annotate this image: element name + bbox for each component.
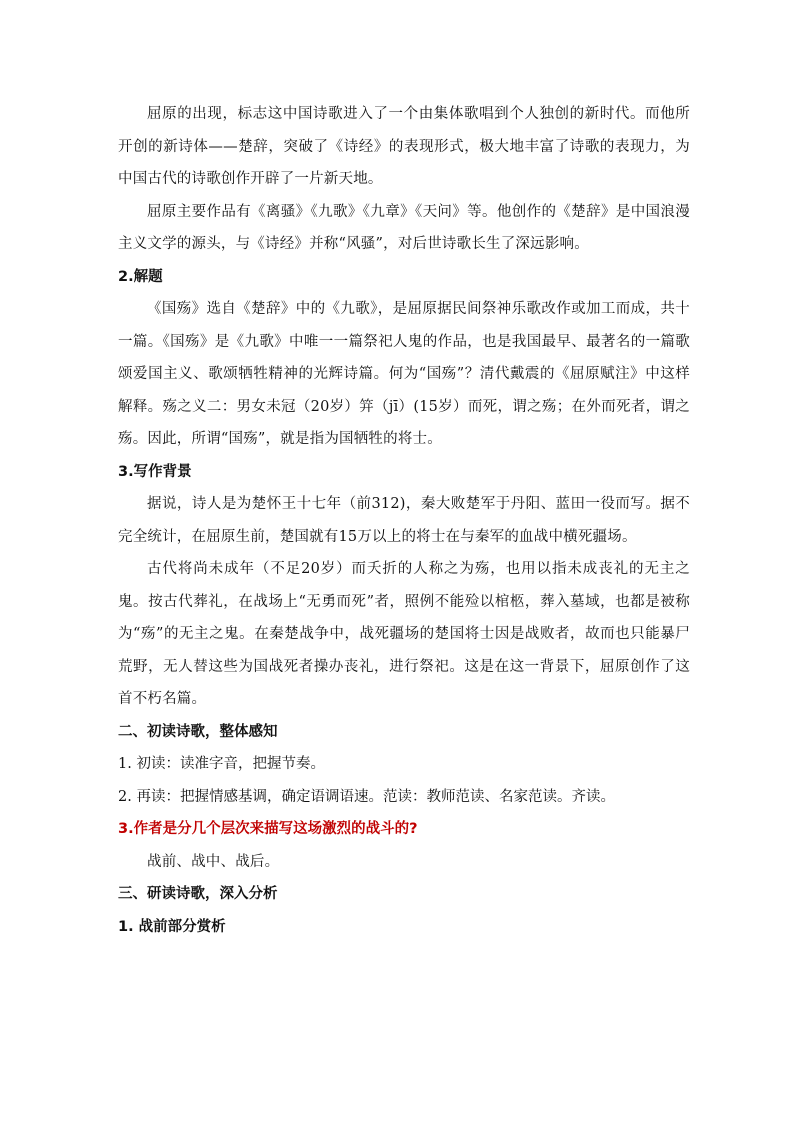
question-answer: 战前、战中、战后。	[147, 853, 280, 870]
pre-battle-subheading: 1. 战前部分赏析	[118, 918, 226, 935]
part-three-heading: 三、研读诗歌，深入分析	[118, 886, 278, 902]
section-heading-jieti: 2.解题	[118, 268, 163, 285]
part-two-heading: 二、初读诗歌，整体感知	[118, 723, 278, 740]
section-heading-background: 3.写作背景	[118, 463, 192, 480]
document-body	[118, 98, 690, 943]
background-paragraph-1: 据说，诗人是为楚怀王十七年（前312)，秦大败楚军于丹阳、蓝田一役而写。据不完全统计，在屈原生前，楚国就有15万以上的将士在与秦军的血战中横死疆场。	[118, 496, 690, 545]
question-heading: 3.作者是分几个层次来描写这场激烈的战斗的?	[118, 821, 418, 837]
second-reading-item: 2. 再读：把握情感基调，确定语调语速。范读：教师范读、名家范读。齐读。	[118, 788, 615, 805]
intro-paragraph-2: 屈原主要作品有《离骚》《九歌》《九章》《天问》等。他创作的《楚辞》是中国浪漫主义文学的源头，与《诗经》并称“风骚”，对后世诗歌长生了深远影响。	[118, 203, 690, 252]
background-paragraph-2: 古代将尚未成年（不足20岁）而夭折的人称之为殇，也用以指未成丧礼的无主之鬼。按古代葬礼，在战场上“无勇而死”者，照例不能殓以棺柩，葬入墓域，也都是被称为“殇”的无主之鬼。在秦楚战争中，战死疆场的楚国将士因是战败者，故而也只能暴尸荒野，无人替这些为国战死者操办丧礼，进行祭祀。这是在这一背景下，屈原创作了这首不朽名篇。	[118, 561, 690, 707]
first-reading-item: 1. 初读：读准字音，把握节奏。	[118, 756, 325, 772]
intro-paragraph-1: 屈原的出现，标志这中国诗歌进入了一个由集体歌唱到个人独创的新时代。而他所开创的新诗体——楚辞，突破了《诗经》的表现形式，极大地丰富了诗歌的表现力，为中国古代的诗歌创作开辟了一片新天地。	[118, 106, 690, 187]
jieti-paragraph: 《国殇》选自《楚辞》中的《九歌》，是屈原据民间祭神乐歌改作或加工而成，共十一篇。《国殇》是《九歌》中唯一一篇祭祀人鬼的作品，也是我国最早、最著名的一篇歌颂爱国主义、歌颂牺牲精神的光辉诗篇。何为“国殇”？清代戴震的《屈原赋注》中这样解释。殇之义二：男女未冠（20岁）笄（jī）(15岁）而死，谓之殇；在外而死者，谓之殇。因此，所谓“国殇”，就是指为国牺牲的将士。	[118, 301, 690, 447]
